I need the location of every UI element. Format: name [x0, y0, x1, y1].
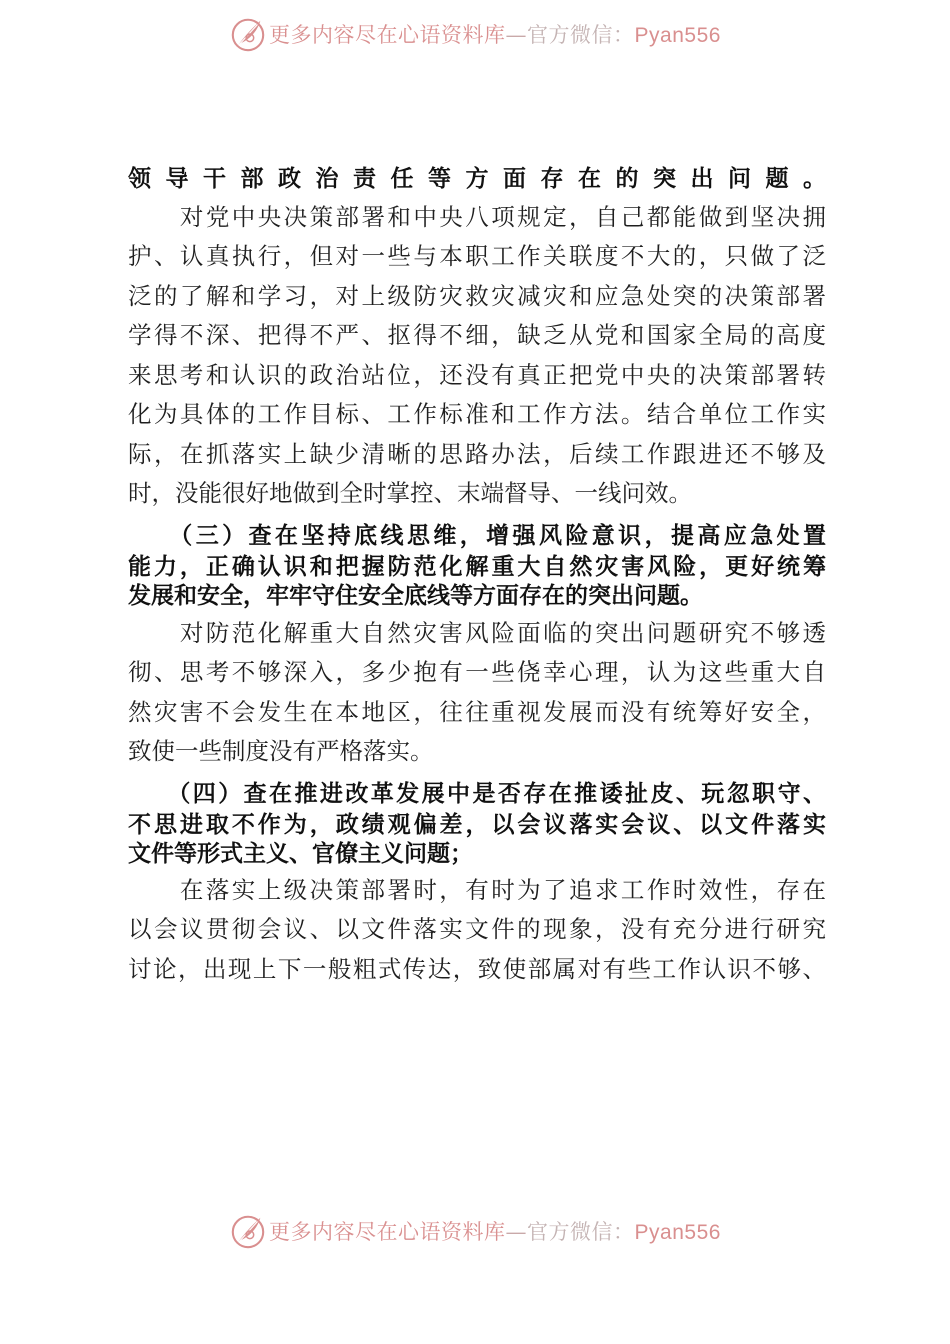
- banner-wechat-label: 官方微信：: [527, 23, 635, 47]
- body-line: 领导干部政治责任等方面存在的突出问题。: [128, 166, 826, 192]
- body-line: 以会议贯彻会议、以文件落实文件的现象，没有充分进行研究: [128, 915, 826, 943]
- banner-wechat-id: Pyan556: [634, 1221, 721, 1244]
- body-line: 泛的了解和学习，对上级防灾救灾减灾和应急处突的决策部署: [128, 282, 826, 310]
- body-line: 时，没能很好地做到全时掌控、末端督导、一线问效。: [128, 479, 692, 507]
- body-line: 对防范化解重大自然灾害风险面临的突出问题研究不够透: [128, 619, 826, 647]
- body-line: 对党中央决策部署和中央八项规定，自己都能做到坚决拥: [128, 203, 826, 231]
- banner-site-text: 更多内容尽在心语资料库: [269, 23, 506, 47]
- footer-watermark-banner: [0, 1211, 950, 1251]
- section-heading-line: 不思进取不作为，政绩观偏差，以会议落实会议、以文件落实: [128, 812, 826, 838]
- body-line: 讨论，出现上下一般粗式传达，致使部属对有些工作认识不够、: [128, 955, 826, 983]
- banner-site-text: 更多内容尽在心语资料库: [269, 1220, 506, 1244]
- body-line: 致使一些制度没有严格落实。: [128, 737, 434, 765]
- body-line: 来思考和认识的政治站位，还没有真正把党中央的决策部署转: [128, 361, 826, 389]
- body-line: 学得不深、把得不严、抠得不细，缺乏从党和国家全局的高度: [128, 321, 826, 349]
- section-heading-line: 文件等形式主义、官僚主义问题；: [128, 841, 473, 867]
- body-line: 然灾害不会发生在本地区，往往重视发展而没有统筹好安全，: [128, 698, 826, 726]
- body-line: 际，在抓落实上缺少清晰的思路办法，后续工作跟进还不够及: [128, 440, 826, 468]
- banner-text: [269, 1216, 721, 1246]
- section-heading-line: （三）查在坚持底线思维，增强风险意识，提高应急处置: [128, 523, 826, 549]
- quill-logo-icon: [229, 1212, 267, 1250]
- section-heading-line: 能力，正确认识和把握防范化解重大自然灾害风险，更好统筹: [128, 554, 826, 580]
- body-line: 彻、思考不够深入，多少抱有一些侥幸心理，认为这些重大自: [128, 658, 826, 686]
- body-line: 在落实上级决策部署时，有时为了追求工作时效性，存在: [128, 876, 826, 904]
- section-heading-line: （四）查在推进改革发展中是否存在推诿扯皮、玩忽职守、: [128, 781, 826, 807]
- banner-dash: —: [505, 1220, 528, 1244]
- section-heading-line: 发展和安全，牢牢守住安全底线等方面存在的突出问题。: [128, 583, 703, 609]
- body-line: 化为具体的工作目标、工作标准和工作方法。结合单位工作实: [128, 400, 826, 428]
- banner-dash: —: [505, 23, 528, 47]
- quill-logo-icon: [229, 15, 267, 53]
- banner-wechat-id: Pyan556: [634, 24, 721, 47]
- banner-wechat-label: 官方微信：: [527, 1220, 635, 1244]
- header-watermark-banner: [0, 14, 950, 54]
- banner-text: [269, 19, 721, 49]
- body-line: 护、认真执行，但对一些与本职工作关联度不大的，只做了泛: [128, 242, 826, 270]
